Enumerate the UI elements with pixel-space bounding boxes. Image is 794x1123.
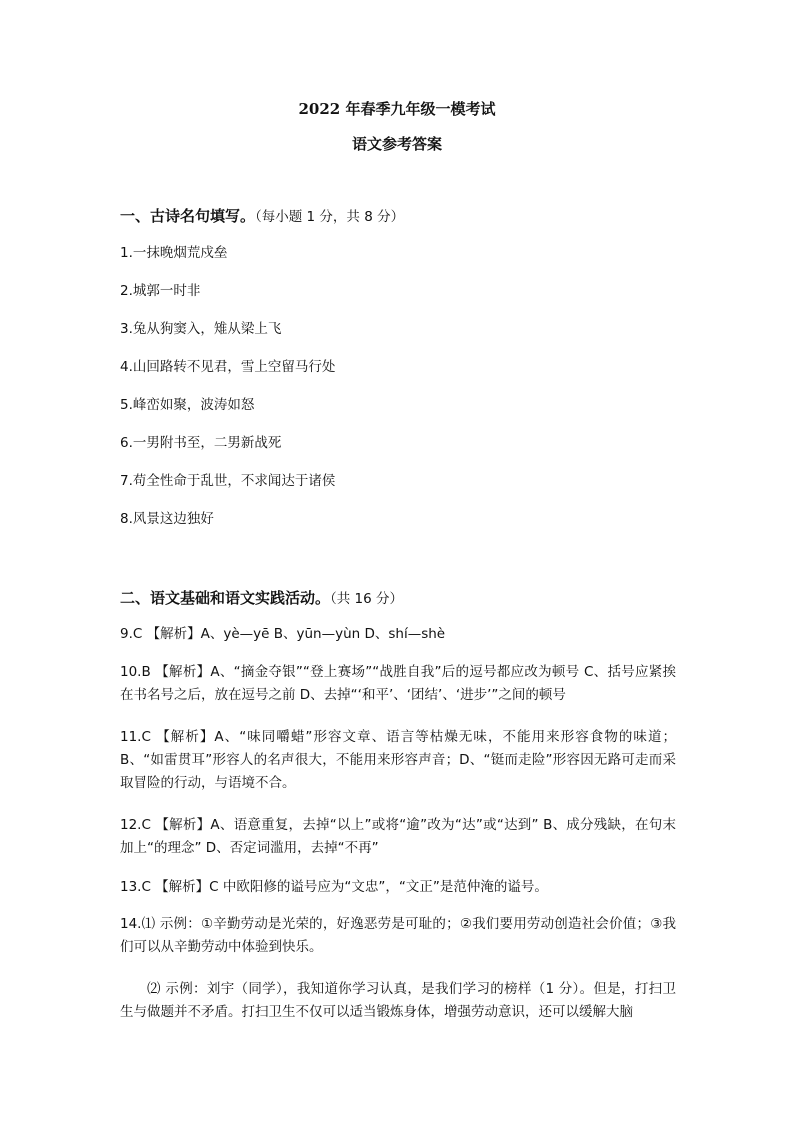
answer-q13: 13.C 【解析】C 中欧阳修的谥号应为“文忠”，“文正”是范仲淹的谥号。 (120, 879, 548, 895)
answer-q12: 12.C 【解析】A、语意重复，去掉“以上”或将“逾”改为“达”或“达到” B、成分残缺，在句末加上“的理念” D、否定词滥用，去掉“不再” (120, 817, 676, 856)
answer-q9: 9.C 【解析】A、yè—yē B、yūn—yùn D、shí—shè (120, 626, 446, 642)
answer-item: 4.山回路转不见君，雪上空留马行处 (120, 359, 336, 375)
answer-q14-2: ⑵ 示例：刘宇（同学），我知道你学习认真，是我们学习的榜样（1 分）。但是，打扫卫生与做题并不矛盾。打扫卫生不仅可以适当锻炼身体，增强劳动意识，还可以缓解大脑 (120, 981, 676, 1020)
answer-item: 8.风景这边独好 (120, 511, 214, 527)
section2-title: 二、语文基础和语文实践活动。 (120, 589, 331, 607)
section1-heading (120, 205, 404, 226)
answer-q10: 10.B 【解析】A、“摘金夺银”“登上赛场”“战胜自我”后的逗号都应改为顿号 C、括号应紧挨在书名号之后，放在逗号之前 D、去掉“‘和平’、‘团结’、‘进步’”之间的顿号 (120, 664, 676, 703)
section1-title: 一、古诗名句填写。 (120, 207, 256, 225)
answer-item: 7.苟全性命于乱世，不求闻达于诸侯 (120, 473, 336, 489)
exam-title: 2022 年春季九年级一模考试 (298, 100, 496, 118)
answer-item: 6.一男附书至，二男新战死 (120, 435, 282, 451)
answer-q14-1: 14.⑴ 示例：①辛勤劳动是光荣的，好逸恶劳是可耻的；②我们要用劳动创造社会价值；③我们可以从辛勤劳动中体验到快乐。 (120, 916, 676, 955)
section2-note: （共 16 分） (330, 591, 404, 607)
answer-item: 1.一抹晚烟荒戍垒 (120, 245, 228, 261)
answer-item: 3.兔从狗窦入，雉从梁上飞 (120, 321, 282, 337)
section1-note: （每小题 1 分，共 8 分） (255, 209, 405, 225)
exam-subtitle: 语文参考答案 (351, 135, 442, 153)
answer-item: 5.峰峦如聚，波涛如怒 (120, 397, 255, 413)
answer-q11: 11.C 【解析】A、“味同嚼蜡”形容文章、语言等枯燥无味，不能用来形容食物的味道；B、“如雷贯耳”形容人的名声很大，不能用来形容声音；D、“铤而走险”形容因无路可走而采取冒险的行动，与语境不合。 (120, 729, 676, 791)
answer-item: 2.城郭一时非 (120, 283, 201, 299)
section2-heading (120, 587, 403, 608)
